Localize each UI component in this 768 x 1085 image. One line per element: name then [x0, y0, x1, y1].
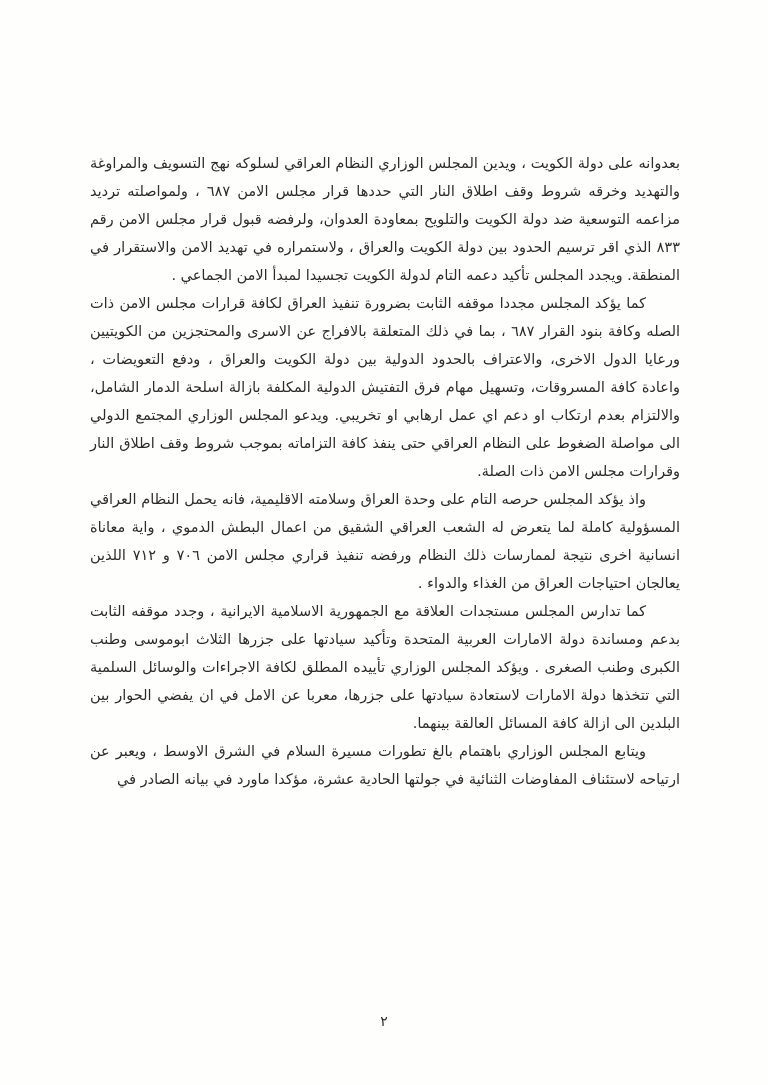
- paragraph-continuation: بعدوانه على دولة الكويت ، ويدين المجلس الوزاري النظام العراقي لسلوكه نهج التسويف والمراوغة والتهديد وخرقه شروط وقف اطلاق النار التي حددها قرار مجلس الامن ٦٨٧ ، ولمواصلته ترديد مزاعمه التوسعية ضد دولة الكويت والتلويح بمعاودة العدوان، ولرفضه قبول قرار مجلس الامن رقم ٨٣٣ الذي اقر ترسيم الحدود بين دولة الكويت والعراق ، ولاستمراره في تهديد الامن والاستقرار في المنطقة. ويجدد المجلس تأكيد دعمه التام لدولة الكويت تجسيدا لمبدأ الامن الجماعي .: [90, 156, 681, 284]
- paragraph-iran-uae-islands: كما تدارس المجلس مستجدات العلاقة مع الجمهورية الاسلامية الايرانية ، وجدد موقفه الثابت بدعم ومساندة دولة الامارات العربية المتحدة وتأكيد سيادتها على جزرها الثلاث ابوموسى وطنب الكبرى وطنب الصغرى . ويؤكد المجلس الوزاري تأييده المطلق لكافة الاجراءات والوسائل السلمية التي تتخذها دولة الامارات لاستعادة سيادتها على جزرها، معربا عن الامل في ان يفضي الحوار بين البلدين الى ازالة كافة المسائل العالقة بينهما.: [90, 604, 680, 732]
- paragraph-security-council-resolutions: كما يؤكد المجلس مجددا موقفه الثابت بضرورة تنفيذ العراق لكافة قرارات مجلس الامن ذات الصله وكافة بنود القرار ٦٨٧ ، بما في ذلك المتعلقة بالافراج عن الاسرى والمحتجزين من الكويتيين ورعايا الدول الاخرى، والاعتراف بالحدود الدولية بين دولة الكويت والعراق ، ودفع التعويضات ، واعادة كافة المسروقات، وتسهيل مهام فرق التفتيش الدولية المكلفة بازالة اسلحة الدمار الشامل، والالتزام بعدم ارتكاب او دعم اي عمل ارهابي او تخريبي. ويدعو المجلس الوزاري المجتمع الدولي الى مواصلة الضغوط على النظام العراقي حتى ينفذ كافة التزاماته بموجب شروط وقف اطلاق النار وقرارات مجلس الامن ذات الصلة.: [90, 296, 681, 480]
- document-body: [90, 150, 680, 794]
- page-number: ٢: [380, 1014, 388, 1030]
- paragraph-middle-east-peace: ويتابع المجلس الوزاري باهتمام بالغ تطورات مسيرة السلام في الشرق الاوسط ، ويعبر عن ارتياحه لاستئناف المفاوضات الثنائية في جولتها الحادية عشرة، مؤكدا ماورد في بيانه الصادر في: [90, 744, 680, 788]
- paragraph-iraq-unity: واذ يؤكد المجلس حرصه التام على وحدة العراق وسلامته الاقليمية، فانه يحمل النظام العراقي المسؤولية كاملة لما يتعرض له الشعب العراقي الشقيق من اعمال البطش الدموي ، واية معاناة انسانية اخرى نتيجة لممارسات ذلك النظام ورفضه تنفيذ قراري مجلس الامن ٧٠٦ و ٧١٢ اللذين يعالجان احتياجات العراق من الغذاء والدواء .: [90, 492, 680, 592]
